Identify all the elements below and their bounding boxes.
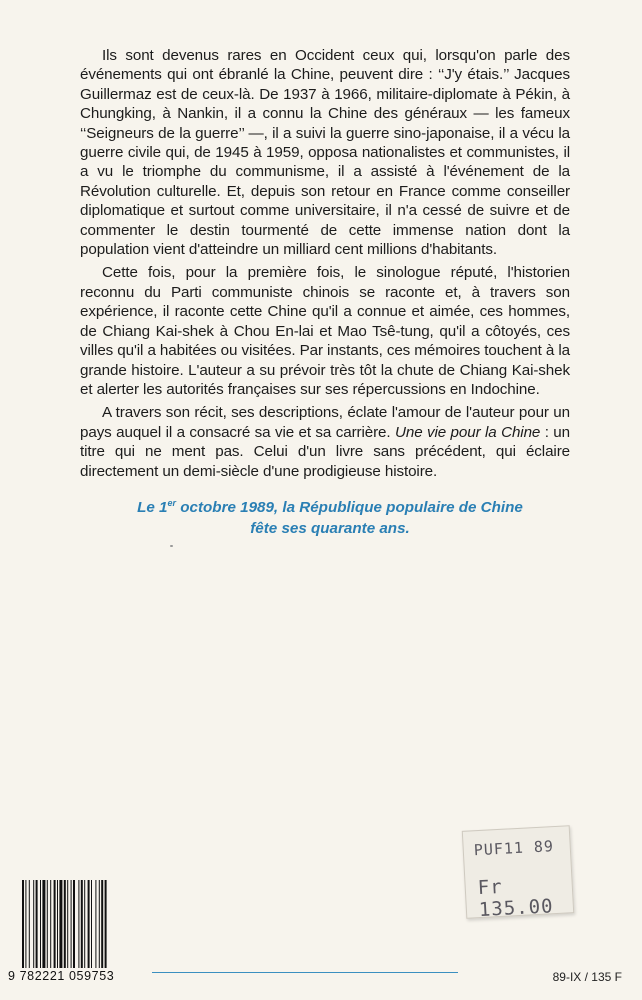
paragraph-3-end: : un titre qui ne ment pas. Celui d'un livre sans précédent, qui éclaire directement un demi-siècle d'une prodigieuse histoire.	[80, 423, 570, 480]
footer-rule	[152, 972, 458, 973]
book-title: Une vie pour la Chine	[394, 423, 541, 441]
blurb-paragraph-2: Cette fois, pour la première fois, le sinologue réputé, l'historien reconnu du Parti communiste chinois se raconte et, à travers son expérience, il raconte cette Chine qu'il a connue et aimée, ces hommes, de Chiang Kai-shek à Chou En-lai et Mao Tsê-tung, qu'il a côtoyés, ces villes qu'il a habitées ou visitées. Par instants, ces mémoires touchent à la grande histoire. L'auteur a su prévoir très tôt la chute de Chiang Kai-shek et alerter les autorités françaises sur ses répercussions en Indochine.	[80, 264, 570, 398]
anniversary-prefix: Le 1	[137, 499, 168, 516]
paragraph-3-start: A travers son récit, ses descriptions, éclate l'amour de l'auteur pour un pays auquel il a consacré sa vie et sa carrière.	[80, 404, 570, 441]
anniversary-line-1	[70, 497, 590, 518]
price-sticker-line-2: Fr 135.00	[477, 875, 555, 922]
anniversary-line-2: fête ses quarante ans.	[250, 520, 410, 537]
anniversary-superscript: er	[167, 497, 177, 508]
anniversary-line-1-rest: octobre 1989, la République populaire de Chine	[176, 499, 523, 516]
isbn-digits: 9 782221 059753	[8, 969, 115, 983]
anniversary-note	[70, 497, 590, 539]
blurb-paragraph-3	[80, 403, 570, 481]
blurb-paragraph-1: Ils sont devenus rares en Occident ceux qui, lorsqu'on parle des événements qui ont ébranlé la Chine, peuvent dire : ‘‘J'y étais.’’ Jacques Guillermaz est de ceux-là. De 1937 à 1966, militaire-diplomate à Pékin, à Chungking, à Nankin, il a connu la Chine des généraux — les fameux ‘‘Seigneurs de la guerre’’ —, il a suivi la guerre sino-japonaise, il a vécu la guerre civile qui, de 1945 à 1959, opposa nationalistes et communistes, il a vu le triomphe du communisme, il a assisté à l'événement de la Révolution culturelle. Et, depuis son retour en France comme conseiller diplomatique et surtout comme universitaire, il n'a cessé de suivre et de commenter le destin tourmenté de cette immense nation dont la population vient d'atteindre un milliard cent millions d'habitants.	[80, 47, 570, 259]
price-sticker-line-1: PUF11 89	[473, 837, 555, 860]
paper-speck	[170, 545, 173, 547]
isbn-barcode	[20, 880, 144, 970]
price-sticker	[462, 825, 574, 922]
blurb	[80, 46, 570, 485]
catalog-code: 89-IX / 135 F	[552, 970, 622, 984]
